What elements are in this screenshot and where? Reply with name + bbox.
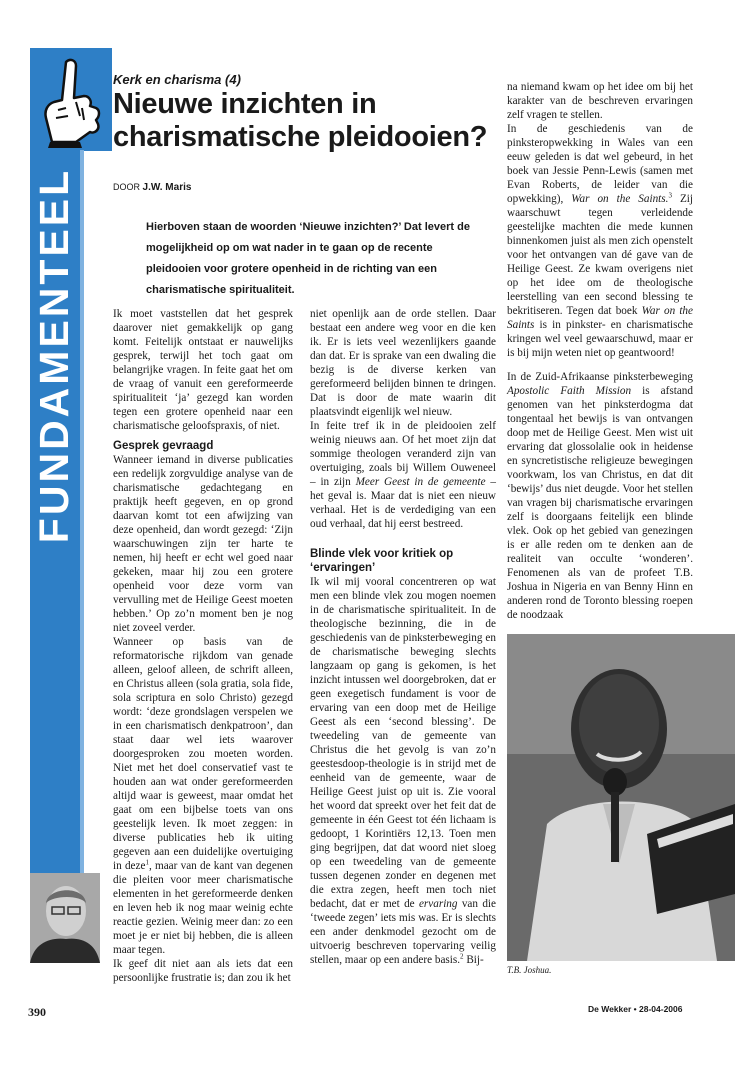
paragraph <box>507 370 693 622</box>
article-title: Nieuwe inzichten in charismatische pleidooien? <box>113 88 488 153</box>
text-run: In de geschiedenis van de pinksteropwekking in Wales van een eeuw geleden is dat wel gebeurd, in het boek van Jessie Penn-Lewis (samen met Evan Roberts, de leider van die opwekking), <box>507 123 693 205</box>
paragraph <box>310 575 496 967</box>
pointing-hand-icon <box>36 58 106 153</box>
text-column-1 <box>113 307 293 985</box>
paragraph <box>310 419 496 531</box>
footnote-ref: 2 <box>460 952 464 961</box>
subheading: Blinde vlek voor kritiek op ‘ervaringen’ <box>310 548 454 574</box>
text-run: is in pinkster- en charismatische kringen wel veel gewaarschuwd, maar er is bij mijn weten niet op geantwoord! <box>507 319 693 359</box>
emphasis: Apostolic Faith Mission <box>507 385 632 397</box>
text-run: van die ‘tweede zegen’ iets mis was. Er is slechts een ander denkmodel gezocht om de uitvoerig beschreven topervaring veilig stellen, maar op een andere basis. <box>310 898 496 966</box>
paragraph: Ik moet vaststellen dat het gesprek daarover niet gemakkelijk op gang komt. Feitelijk ontstaat er nauwelijks gesprek, terwijl het toch gaat om belangrijke vragen. In feite gaat het om de vraag of vanuit een gereformeerde spiritualiteit ‘ja’ gezegd kan worden tegen een grotere openheid naar een charismatische geloofspraxis, of niet. <box>113 308 293 432</box>
text-run: is afstand genomen van het pinksterdogma dat tongentaal het bewijs is van ontvangen doop met de Heilige Geest. Men wist uit ervaring dat glossolalie ook in heidense en syncretistische religieuze bewegingen voorkwam, los van Christus, en dat dit ‘bewijs’ dus niet deugde. Voor het stellen van vragen bij charismatische ervaringen zelf is doorgaans feitelijk een blinde vlek. Ook op het gebied van genezingen is er alle reden om te denken aan de realiteit van occulte ‘wonderen’. Fenomenen als van de profeet T.B. Joshua in Nigeria en van Benny Hinn en anderen rond de Toronto blessing roepen de noodzaak <box>507 385 693 621</box>
photo-tb-joshua <box>507 634 735 961</box>
paragraph: Wanneer iemand in diverse publicaties een redelijk zorgvuldige analyse van de charismatische gedachtegang en praktijk heeft gegeven, en op grond daarvan komt tot een afwijzing van deze openheid, dan wordt gezegd: ‘Zijn waarschuwingen zijn ter harte te nemen, hij heeft er echt wel goed naar gekeken, maar hij zou een grotere openheid voor deze vorm van vervulling met de Heilige Geest moeten hebben.’ Op zo’n moment ben je nog niet zoveel verder. <box>113 454 293 634</box>
paragraph: niet openlijk aan de orde stellen. Daar bestaat een andere weg voor en die ken ik. Er is iets veel wezenlijkers gaande dan dat. Er is sprake van een dwaling die bezig is de diverse kerken van gereformeerd belijden binnen te dringen. Dat is door de mate waarin dit plaatsvindt eigenlijk wel nieuw. <box>310 308 496 418</box>
byline-prefix: DOOR <box>113 182 140 192</box>
byline <box>113 182 191 193</box>
author-name: J.W. Maris <box>142 182 192 193</box>
publication-footer: De Wekker • 28-04-2006 <box>588 1004 683 1014</box>
lead-paragraph: Hierboven staan de woorden ‘Nieuwe inzichten?’ Dat levert de mogelijkheid op om wat nader in te gaan op de recente pleidooien voor grotere openheid in de richting van een charismatische spiritualiteit. <box>146 221 470 296</box>
text-run: , maar van de kant van degenen die pleiten voor meer charismatische elementen in het gereformeerde denken en leven heb ik nog maar weinig echte reactie gezien. Weinig meer dan: zo een moet je er niet bij hebben, die is alleen maar tegen. <box>113 860 293 956</box>
text-column-2 <box>310 307 496 967</box>
subheading: Gesprek gevraagd <box>113 440 214 452</box>
book-title: War on the Saints. <box>571 193 669 205</box>
sidebar-strip-edge <box>80 150 84 875</box>
text-run: – het geval is. Maar dat is niet een nieuw verhaal. Het is de verdediging van een oud verhaal, dat hij eerst bestreed. <box>310 476 496 530</box>
paragraph <box>507 122 693 360</box>
paragraph: na niemand kwam op het idee om bij het karakter van de beschreven ervaringen zelf vragen te stellen. <box>507 81 693 121</box>
author-portrait <box>30 873 100 963</box>
text-run: Ik wil mij vooral concentreren op wat men een blinde vlek zou mogen noemen in de charismatische spiritualiteit. In de theologische bezinning, die in de geschiedenis van de pinksterbeweging en de charismatische beweging slechts langzaam op gang is gekomen, is het inzicht intussen wel doorgebroken, dat er geen exegetisch fundament is voor de ervaring van een doop met de Heilige Geest als een ‘second blessing’. De tweedeling van de gemeente van Christus die het gevolg is van zo’n geestesdoop-theologie is in strijd met de eenheid van de gemeente, waar de Heilige Geest juist op uit is. Zie vooral het woord dat spreekt over het feit dat de gemeente in één Geest tot één lichaam is gedoopt, 1 Korintiërs 12,13. Toen men ging begrijpen, dat dat woord niet sloeg op een tweedeling van de gemeente tussen degenen zonder en degenen met die extra zegen, heeft men toch niet bedacht, dat er met de <box>310 576 496 910</box>
book-title: War on the Saints <box>507 305 693 331</box>
book-title: Meer Geest in de gemeente <box>355 476 486 488</box>
footnote-ref: 1 <box>145 858 149 867</box>
paragraph <box>113 635 293 957</box>
text-run: Wanneer op basis van de reformatorische rijkdom van genade alleen, geloof alleen, de schrift alleen, en Christus alleen (sola gratia, sola fide, sola scriptura en solo Christo) gezegd wordt: ‘deze grondslagen verspelen we in een charismatisch denkpatroon’, dan staat daar wel iets waarover doorgesproken zou moeten worden. Niet met het doel conservatief vast te houden aan wat onder gereformeerden altijd waar is geweest, maar omdat het gaat om een bijbelse toets van ons geestelijk leven. Ik moet zeggen: in diverse publicaties heb ik uiting gegeven aan een duidelijke overtuiging in deze <box>113 636 293 872</box>
emphasis: ervaring <box>418 898 458 910</box>
photo-caption: T.B. Joshua. <box>507 965 552 975</box>
text-run: In de Zuid-Afrikaanse pinksterbeweging <box>507 371 693 383</box>
paragraph: Ik geef dit niet aan als iets dat een persoonlijke frustratie is; dan zou ik het <box>113 958 293 984</box>
page-number: 390 <box>28 1005 46 1019</box>
footnote-ref: 3 <box>668 191 672 200</box>
text-run: In feite tref ik in de pleidooien zelf weinig nieuws aan. Of het moet zijn dat sommige theologen veranderd zijn van overtuiging, zoals bij Willem Ouweneel – in zijn <box>310 420 496 488</box>
series-label: Kerk en charisma (4) <box>113 72 241 87</box>
section-label: FUNDAMENTEEL <box>31 167 78 543</box>
text-column-3 <box>507 80 693 622</box>
text-run: Bij- <box>463 954 484 966</box>
text-run: Zij waarschuwt tegen verleidende geestelijke machten die mede kunnen binnenkomen juist als men zich openstelt voor het ontvangen van dé gave van de Heilige Geest. Ze kwam overigens niet op het idee om de theologische leerstelling van een second blessing te bekritiseren. Tegen dat boek <box>507 193 693 317</box>
